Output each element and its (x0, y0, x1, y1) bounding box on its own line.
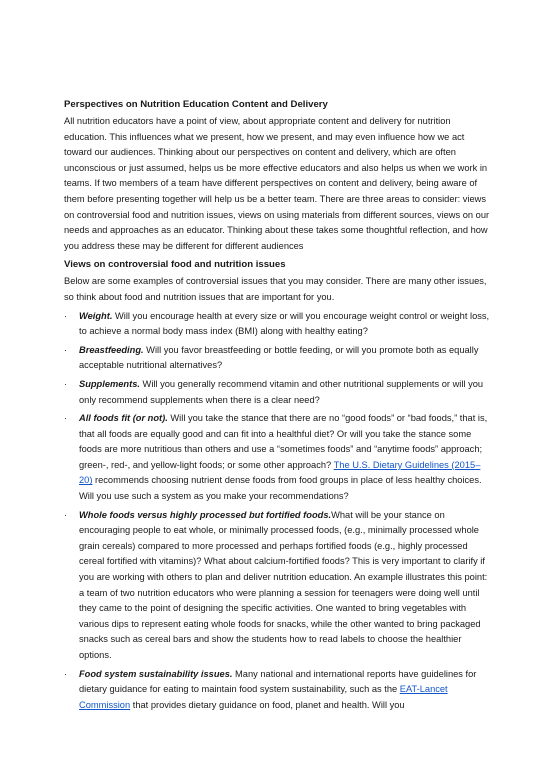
item-text-after: that provides dietary guidance on food, planet and health. Will you (130, 699, 405, 710)
bullet-marker: · (64, 344, 67, 355)
section-heading: Views on controversial food and nutrition issues (64, 259, 286, 271)
item-lead: Food system sustainability issues. (79, 668, 233, 679)
item-text: Many national and international reports have guidelines for dietary guidance for eating to maintain food system sustainability, such as the (79, 668, 477, 695)
bullet-marker: · (64, 413, 67, 424)
item-lead: Whole foods versus highly processed but fortified foods. (79, 509, 332, 520)
bullet-marker: · (64, 668, 67, 679)
item-text: Will you encourage health at every size or will you encourage weight control or weight loss, to achieve a normal body mass index (BMI) along with healthy eating? (79, 310, 490, 337)
list-item-whole-foods (64, 508, 492, 664)
section-intro-paragraph: Below are some examples of controversial issues that you may consider. There are many other issues, so think about food and nutrition issues that are important for you. (64, 276, 487, 302)
issues-list (64, 309, 492, 714)
item-lead: Supplements. (79, 378, 140, 389)
eat-lancet-commission-link[interactable]: EAT-Lancet Commission (79, 684, 448, 710)
list-item-breastfeeding (64, 343, 492, 374)
document-title: Perspectives on Nutrition Education Content and Delivery (64, 99, 328, 110)
list-item-weight (64, 309, 492, 340)
item-text-after: recommends choosing nutrient dense foods from food groups in place of less healthy choices. Will you use such a system as you make your recommendations? (79, 475, 482, 502)
intro-paragraph: All nutrition educators have a point of view, about appropriate content and delivery for nutrition education. This influences what we present, how we present, and may even influence how we act toward our audiences. Thinking about our perspectives on content and delivery, which are often unconscious or just assumed, helps us be more effective educators and also helps us when we work in teams. If two members of a team have different perspectives on content and delivery, being aware of them before presenting together will help us be a better team. There are three areas to consider: views on controversial food and nutrition issues, views on using materials from different sources, views on our needs and approaches as an educator. Thinking about these takes some thoughtful reflection, and how you address these may be different for different audiences (64, 116, 490, 251)
bullet-marker: · (64, 509, 67, 520)
dietary-guidelines-link[interactable]: The U.S. Dietary Guidelines (2015–20) (79, 459, 481, 486)
bullet-marker: · (64, 378, 67, 389)
item-lead: Breastfeeding. (79, 344, 144, 355)
bullet-marker: · (64, 310, 67, 321)
item-text: Will you take the stance that there are no “good foods” or “bad foods,” that is, that all foods are equally good and can fit into a healthful diet? Or will you take the stance some foods are more nutritious than others and use a “sometimes foods” and “anytime foods” approach; green-, red-, and yellow-light foods; or some other approach? (79, 413, 488, 470)
list-item-food-system-sustainability (64, 667, 492, 714)
list-item-supplements (64, 377, 492, 408)
item-lead: Weight. (79, 310, 113, 321)
item-text: Will you favor breastfeeding or bottle feeding, or will you promote both as equally acceptable nutritional alternatives? (79, 344, 479, 371)
item-text: Will you generally recommend vitamin and other nutritional supplements or will you only recommend supplements when there is a clear need? (79, 378, 484, 405)
item-text: What will be your stance on encouraging people to eat whole, or minimally processed foods, (e.g., minimally processed whole grain cereals) compared to more processed and perhaps fortified foods (e.g., highly processed cereal fortified with vitamins)? What about calcium-fortified foods? This is very important to clarify if you are working with others to plan and deliver nutrition education. An example illustrates this point: a team of two nutrition educators who were planning a session for teenagers were doing well until they came to the point of designing the specific activities. One wanted to bring vegetables with various dips to represent eating whole foods for snacks, while the other wanted to bring packaged snacks such as cereal bars and show the students how to read labels to choose the healthier options. (79, 509, 488, 660)
list-item-all-foods-fit (64, 411, 492, 505)
item-lead: All foods fit (or not). (79, 413, 168, 424)
